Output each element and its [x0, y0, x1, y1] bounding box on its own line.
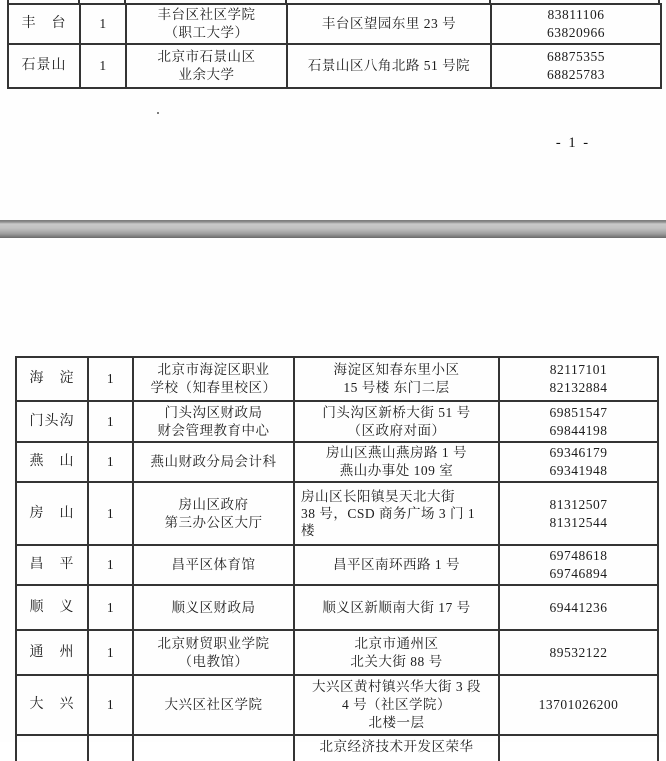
phone-cell [491, 4, 661, 44]
phone-number: 68875355 [547, 49, 605, 64]
table-row [16, 545, 658, 585]
address-cell [294, 630, 499, 675]
address-text: 15 号楼 东门二层 [343, 380, 450, 395]
school-cell [133, 630, 294, 675]
phone-number: 69748618 [549, 548, 608, 563]
school-name: 学校（知春里校区） [150, 380, 277, 395]
phone-number: 81312544 [549, 514, 608, 530]
address-text: 石景山区八角北路 51 号院 [307, 58, 471, 73]
school-name: 北京财贸职业学院 [157, 635, 270, 651]
school-name: 燕山财政分局会计科 [150, 454, 277, 469]
school-cell [133, 401, 294, 442]
address-cell [294, 585, 499, 630]
phone-cell [499, 630, 658, 675]
school-cell [133, 585, 294, 630]
scan-speckle [157, 112, 159, 114]
page-number: - 1 - [555, 135, 591, 151]
count-cell [88, 357, 133, 401]
phone-cell [499, 735, 658, 761]
school-name: 大兴区社区学院 [164, 697, 263, 712]
school-cell [133, 545, 294, 585]
address-text: 房山区长阳镇昊天北大街 [301, 489, 455, 504]
phone-number: 83811106 [547, 7, 605, 22]
district-cell [8, 4, 80, 44]
phone-number: 69346179 [549, 445, 608, 460]
address-text: （区政府对面） [347, 422, 446, 438]
table-row [16, 442, 658, 482]
school-name: 昌平区体育馆 [171, 557, 256, 572]
address-text: 顺义区新顺南大街 17 号 [322, 599, 471, 615]
phone-cell [499, 585, 658, 630]
school-cell [133, 482, 294, 545]
address-cell [294, 675, 499, 735]
count-value: 1 [106, 644, 115, 660]
count-value: 1 [106, 454, 115, 469]
school-cell [133, 735, 294, 761]
district-label: 丰 台 [21, 16, 67, 31]
district-cell [16, 735, 88, 761]
phone-number: 63820966 [547, 25, 605, 40]
count-cell [88, 585, 133, 630]
phone-number: 89532122 [549, 644, 608, 660]
school-cell [133, 675, 294, 735]
address-cell [287, 44, 491, 88]
district-cell [16, 630, 88, 675]
count-cell [88, 545, 133, 585]
address-text: 门头沟区新桥大街 51 号 [322, 404, 471, 420]
address-text: 北京市通州区 [354, 635, 439, 651]
phone-number: 82117101 [549, 362, 608, 377]
phone-number: 69851547 [549, 404, 608, 420]
phone-number: 69844198 [549, 422, 608, 438]
count-cell [80, 44, 126, 88]
address-text: 丰台区望园东里 23 号 [321, 16, 457, 31]
page-2 [0, 238, 666, 754]
count-value: 1 [106, 557, 115, 572]
school-name: （电教馆） [178, 653, 249, 669]
district-cell [8, 44, 80, 88]
address-text: 大兴区黄村镇兴华大街 3 段 [312, 679, 481, 694]
address-text: 38 号，CSD 商务广场 3 门 1 [301, 506, 476, 521]
district-label: 通 州 [29, 644, 75, 660]
count-value: 1 [106, 505, 115, 521]
phone-cell [499, 442, 658, 482]
count-cell [80, 4, 126, 44]
district-cell [16, 442, 88, 482]
count-cell [88, 442, 133, 482]
address-text: 海淀区知春东里小区 [333, 362, 460, 377]
table-row [16, 585, 658, 630]
table-row [8, 44, 661, 88]
count-cell [88, 675, 133, 735]
count-value: 1 [106, 599, 115, 615]
district-label: 房 山 [29, 505, 75, 521]
district-label: 海 淀 [29, 371, 75, 386]
table-row [16, 357, 658, 401]
district-cell [16, 401, 88, 442]
school-name: 门头沟区财政局 [164, 404, 263, 420]
address-cell [294, 357, 499, 401]
address-text: 北关大街 88 号 [350, 653, 443, 669]
table-row [16, 482, 658, 545]
count-value: 1 [99, 58, 107, 73]
school-name: 北京市石景山区 [157, 49, 256, 64]
address-cell [287, 4, 491, 44]
address-cell [294, 545, 499, 585]
table-row-partial [16, 735, 658, 761]
address-text: 4 号（社区学院） [341, 697, 452, 712]
address-text-clipped: 北京经济技术开发区荣华 [319, 739, 474, 754]
school-name: 第三办公区大厅 [164, 514, 263, 530]
contact-table-page1 [7, 3, 662, 89]
district-cell [16, 482, 88, 545]
count-cell [88, 630, 133, 675]
phone-number: 69746894 [549, 566, 608, 581]
count-value: 1 [99, 16, 107, 31]
count-cell [88, 735, 133, 761]
phone-number: 69341948 [549, 463, 608, 478]
address-text: 楼 [301, 523, 315, 538]
address-text: 昌平区南环西路 1 号 [333, 557, 460, 572]
phone-number: 69441236 [549, 599, 608, 615]
school-cell [126, 44, 287, 88]
school-name: 房山区政府 [178, 496, 249, 512]
address-cell [294, 401, 499, 442]
address-cell [294, 482, 499, 545]
district-label: 顺 义 [29, 599, 75, 615]
phone-number: 82132884 [549, 380, 608, 395]
district-cell [16, 545, 88, 585]
school-name: 业余大学 [178, 67, 235, 82]
district-label: 燕 山 [29, 454, 75, 469]
phone-cell [499, 545, 658, 585]
table-row [16, 630, 658, 675]
count-value: 1 [106, 413, 115, 429]
count-value: 1 [106, 697, 115, 712]
table-row [16, 401, 658, 442]
district-label: 门头沟 [29, 413, 75, 429]
address-text: 北楼一层 [368, 715, 425, 730]
phone-number: 13701026200 [538, 697, 619, 712]
district-cell [16, 675, 88, 735]
school-name: 顺义区财政局 [171, 599, 256, 615]
page-1 [0, 0, 666, 220]
address-text: 燕山办事处 109 室 [339, 463, 454, 478]
page-separator [0, 220, 666, 238]
table-row [16, 675, 658, 735]
school-cell [133, 357, 294, 401]
school-cell [126, 4, 287, 44]
phone-cell [499, 675, 658, 735]
district-label: 大 兴 [29, 697, 75, 712]
count-value: 1 [106, 371, 115, 386]
phone-cell [499, 482, 658, 545]
district-label: 石景山 [21, 58, 67, 73]
district-cell [16, 357, 88, 401]
school-cell [133, 442, 294, 482]
phone-cell [499, 357, 658, 401]
count-cell [88, 401, 133, 442]
address-cell [294, 442, 499, 482]
contact-table-page2 [15, 356, 659, 761]
address-text: 房山区燕山燕房路 1 号 [326, 445, 467, 460]
school-name: 财会管理教育中心 [157, 422, 270, 438]
district-cell [16, 585, 88, 630]
school-name: 丰台区社区学院 [157, 7, 256, 22]
count-cell [88, 482, 133, 545]
phone-number: 81312507 [549, 496, 608, 512]
phone-cell [491, 44, 661, 88]
school-name: （职工大学） [164, 25, 249, 40]
phone-cell [499, 401, 658, 442]
phone-number: 68825783 [547, 67, 605, 82]
table-row [8, 4, 661, 44]
district-label: 昌 平 [29, 557, 75, 572]
address-cell [294, 735, 499, 761]
school-name: 北京市海淀区职业 [157, 362, 270, 377]
